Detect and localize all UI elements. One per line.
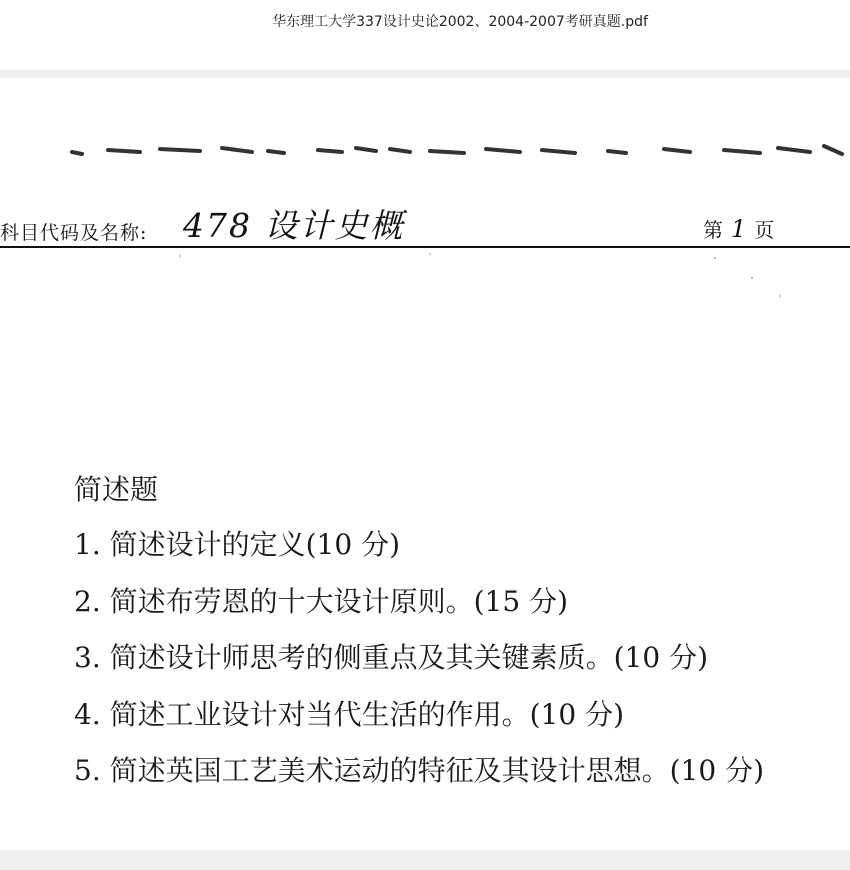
section-heading: 简述题 <box>74 473 159 506</box>
scan-specks <box>0 248 850 308</box>
page-indicator <box>703 214 782 243</box>
page-prefix: 第 <box>703 218 731 242</box>
cutoff-heading-strokes <box>0 134 850 164</box>
question-item: 1. 简述设计的定义(10 分) <box>74 528 400 561</box>
document-title: 华东理工大学337设计史论2002、2004-2007考研真题.pdf <box>272 14 648 30</box>
viewer-title-bar <box>0 0 850 70</box>
subject-label: 科目代码及名称: <box>0 222 148 244</box>
page-separator-bottom <box>0 850 850 870</box>
question-item: 3. 简述设计师思考的侧重点及其关键素质。(10 分) <box>74 641 708 674</box>
question-list <box>74 523 764 806</box>
document-page[interactable] <box>0 78 850 850</box>
subject-code-and-name: 478 设计史概 <box>183 206 405 245</box>
exam-header <box>0 200 850 250</box>
page-separator-top <box>0 70 850 78</box>
question-item: 4. 简述工业设计对当代生活的作用。(10 分) <box>74 697 624 731</box>
page-suffix: 页 <box>754 218 783 242</box>
page-number: 1 <box>731 215 755 243</box>
question-item: 2. 简述布劳恩的十大设计原则。(15 分) <box>74 584 568 618</box>
question-item: 5. 简述英国工艺美术运动的特征及其设计思想。(10 分) <box>74 754 764 787</box>
